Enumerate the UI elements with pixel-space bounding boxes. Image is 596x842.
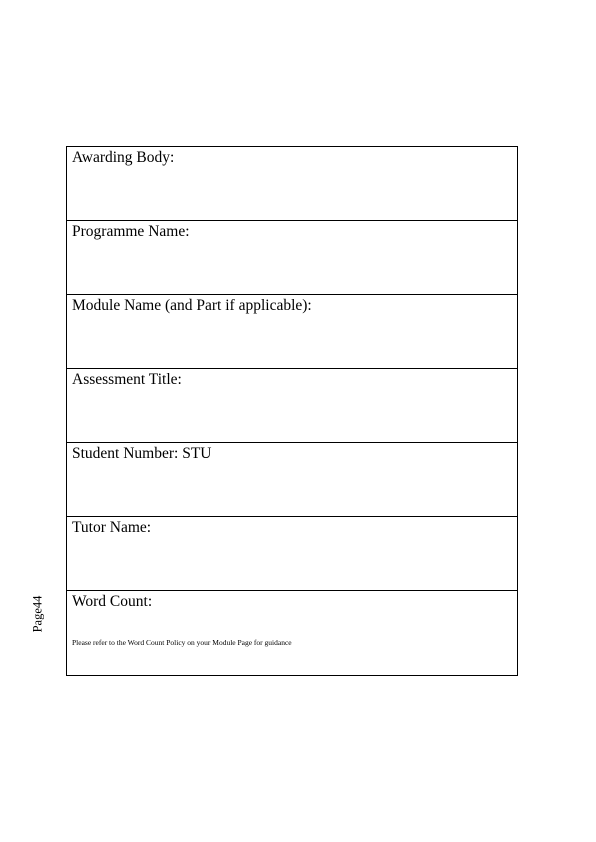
awarding-body-label: Awarding Body: xyxy=(72,149,175,166)
cover-sheet-form xyxy=(66,146,518,676)
awarding-body-field[interactable] xyxy=(67,147,518,221)
word-count-label: Word Count: xyxy=(72,593,153,610)
assessment-title-field[interactable] xyxy=(67,369,518,443)
module-name-label: Module Name (and Part if applicable): xyxy=(72,297,312,314)
module-name-field[interactable] xyxy=(67,295,518,369)
tutor-name-field[interactable] xyxy=(67,517,518,591)
form-row-module-name xyxy=(67,295,518,369)
word-count-guidance-note: Please refer to the Word Count Policy on your Module Page for guidance xyxy=(72,638,292,647)
student-number-label: Student Number: STU xyxy=(72,445,212,462)
programme-name-label: Programme Name: xyxy=(72,223,190,240)
form-row-assessment-title xyxy=(67,369,518,443)
form-row-programme-name xyxy=(67,221,518,295)
page-number: Page44 xyxy=(30,595,45,633)
student-number-field[interactable] xyxy=(67,443,518,517)
form-row-awarding-body xyxy=(67,147,518,221)
assessment-title-label: Assessment Title: xyxy=(72,371,182,388)
word-count-field[interactable] xyxy=(67,591,518,676)
programme-name-field[interactable] xyxy=(67,221,518,295)
form-row-student-number xyxy=(67,443,518,517)
tutor-name-label: Tutor Name: xyxy=(72,519,152,536)
form-row-word-count xyxy=(67,591,518,676)
form-row-tutor-name xyxy=(67,517,518,591)
